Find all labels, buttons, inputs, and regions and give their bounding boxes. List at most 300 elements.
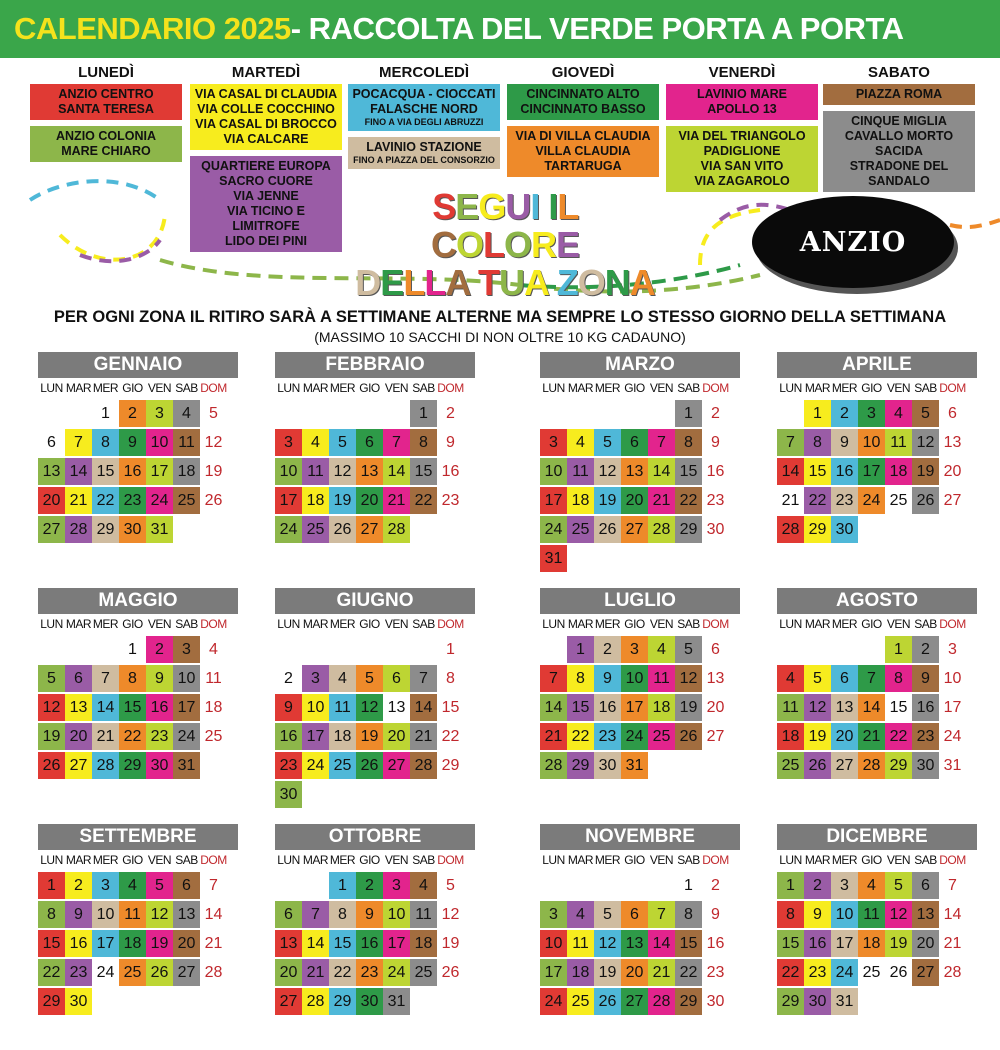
day-cell: 30 bbox=[356, 988, 383, 1015]
day-cell: 28 bbox=[65, 516, 92, 543]
zone-area-name: QUARTIERE EUROPA bbox=[201, 159, 331, 173]
weekday-label: MAR bbox=[302, 617, 329, 631]
day-cell: 20 bbox=[621, 487, 648, 514]
day-cell: 11 bbox=[858, 901, 885, 928]
day-cell: 3 bbox=[858, 400, 885, 427]
day-cell: 12 bbox=[804, 694, 831, 721]
day-cell: 26 bbox=[885, 959, 912, 986]
weekday-header bbox=[275, 614, 475, 634]
day-cell: 9 bbox=[912, 665, 939, 692]
month-title: GIUGNO bbox=[275, 588, 475, 614]
day-cell: 7 bbox=[92, 665, 119, 692]
day-cell: 30 bbox=[146, 752, 173, 779]
day-cell: 8 bbox=[885, 665, 912, 692]
day-cell: 2 bbox=[702, 872, 729, 899]
day-cell: 29 bbox=[675, 516, 702, 543]
slogan-line-2: DELLA TUA ZONA bbox=[355, 262, 655, 303]
weekday-label: MAR bbox=[567, 617, 594, 631]
day-cell: 7 bbox=[648, 429, 675, 456]
day-cell: 18 bbox=[329, 723, 356, 750]
day-cell: 4 bbox=[302, 429, 329, 456]
day-cell: 31 bbox=[383, 988, 410, 1015]
day-cell: 10 bbox=[173, 665, 200, 692]
day-cell: 3 bbox=[146, 400, 173, 427]
weekday-label: SAB bbox=[677, 381, 700, 395]
day-cell: 5 bbox=[356, 665, 383, 692]
zone-area-name: MARE CHIARO bbox=[61, 144, 151, 158]
day-cell: 27 bbox=[831, 752, 858, 779]
weekday-label: VEN bbox=[649, 853, 674, 867]
zone-area-name: VILLA CLAUDIA bbox=[535, 144, 631, 158]
day-cell: 13 bbox=[275, 930, 302, 957]
zone-area-name: VIA DEL TRIANGOLO bbox=[678, 129, 806, 143]
day-cell: 26 bbox=[146, 959, 173, 986]
day-cell: 6 bbox=[275, 901, 302, 928]
day-cell: 24 bbox=[939, 723, 966, 750]
day-grid bbox=[540, 398, 740, 572]
day-cell: 12 bbox=[675, 665, 702, 692]
zone-area-name: CINCINNATO ALTO bbox=[526, 87, 640, 101]
day-cell: 17 bbox=[831, 930, 858, 957]
day-cell: 1 bbox=[437, 636, 464, 663]
day-grid bbox=[540, 634, 740, 808]
day-cell: 4 bbox=[858, 872, 885, 899]
day-cell: 29 bbox=[675, 988, 702, 1015]
day-cell: 26 bbox=[912, 487, 939, 514]
day-cell: 10 bbox=[621, 665, 648, 692]
day-cell: 24 bbox=[858, 487, 885, 514]
weekday-label: GIO bbox=[624, 381, 645, 395]
day-cell: 9 bbox=[356, 901, 383, 928]
day-cell: 26 bbox=[329, 516, 356, 543]
day-cell: 15 bbox=[119, 694, 146, 721]
day-cell: 22 bbox=[885, 723, 912, 750]
notice-subline: (MASSIMO 10 SACCHI DI NON OLTRE 10 KG CADAUNO) bbox=[314, 329, 686, 345]
weekday-label: DOM bbox=[939, 853, 966, 867]
day-cell: 20 bbox=[702, 694, 729, 721]
day-cell: 13 bbox=[621, 930, 648, 957]
zone-column bbox=[190, 64, 342, 258]
weekday-label: GIO bbox=[122, 381, 143, 395]
day-cell: 29 bbox=[119, 752, 146, 779]
day-cell: 31 bbox=[146, 516, 173, 543]
day-cell: 17 bbox=[621, 694, 648, 721]
weekday-header bbox=[275, 378, 475, 398]
day-cell: 31 bbox=[621, 752, 648, 779]
weekday-label: GIO bbox=[861, 381, 882, 395]
day-cell: 2 bbox=[275, 665, 302, 692]
day-cell: 7 bbox=[777, 429, 804, 456]
zone-box bbox=[507, 84, 659, 120]
day-cell: 22 bbox=[675, 959, 702, 986]
day-cell: 17 bbox=[858, 458, 885, 485]
weekday-header bbox=[777, 378, 977, 398]
day-cell: 30 bbox=[275, 781, 302, 808]
weekday-label: LUN bbox=[779, 381, 802, 395]
zone-box bbox=[190, 84, 342, 150]
day-cell: 22 bbox=[804, 487, 831, 514]
weekday-label: MER bbox=[831, 381, 858, 395]
slogan-line-1: SEGUI IL COLORE bbox=[430, 186, 580, 265]
day-cell: 11 bbox=[329, 694, 356, 721]
day-cell: 10 bbox=[302, 694, 329, 721]
day-cell: 10 bbox=[831, 901, 858, 928]
weekday-label: GIO bbox=[624, 853, 645, 867]
month-title: DICEMBRE bbox=[777, 824, 977, 850]
day-cell: 15 bbox=[410, 458, 437, 485]
month-dicembre bbox=[777, 824, 977, 1044]
day-cell: 14 bbox=[648, 930, 675, 957]
day-cell: 11 bbox=[410, 901, 437, 928]
day-cell: 1 bbox=[777, 872, 804, 899]
day-cell: 29 bbox=[38, 988, 65, 1015]
day-cell: 5 bbox=[146, 872, 173, 899]
day-cell: 23 bbox=[594, 723, 621, 750]
day-cell: 14 bbox=[858, 694, 885, 721]
month-marzo bbox=[540, 352, 740, 572]
day-cell: 1 bbox=[804, 400, 831, 427]
day-cell: 22 bbox=[675, 487, 702, 514]
day-cell: 7 bbox=[858, 665, 885, 692]
day-cell: 16 bbox=[437, 458, 464, 485]
weekday-header bbox=[540, 850, 740, 870]
day-cell: 7 bbox=[648, 901, 675, 928]
zone-area-name: VIA COLLE COCCHINO bbox=[197, 102, 335, 116]
day-cell: 6 bbox=[383, 665, 410, 692]
day-cell: 1 bbox=[329, 872, 356, 899]
day-cell: 13 bbox=[356, 458, 383, 485]
day-cell: 5 bbox=[804, 665, 831, 692]
day-cell: 1 bbox=[119, 636, 146, 663]
day-cell: 23 bbox=[65, 959, 92, 986]
day-cell: 25 bbox=[173, 487, 200, 514]
day-cell: 13 bbox=[383, 694, 410, 721]
day-cell: 7 bbox=[302, 901, 329, 928]
day-cell: 9 bbox=[804, 901, 831, 928]
zone-area-name: FALASCHE NORD bbox=[370, 102, 478, 116]
weekday-label: SAB bbox=[412, 853, 435, 867]
day-cell: 22 bbox=[329, 959, 356, 986]
title-banner bbox=[0, 0, 1000, 58]
weekday-header bbox=[777, 614, 977, 634]
day-cell: 14 bbox=[410, 694, 437, 721]
day-cell: 9 bbox=[702, 901, 729, 928]
zone-column bbox=[507, 64, 659, 183]
day-cell: 23 bbox=[831, 487, 858, 514]
day-cell: 30 bbox=[119, 516, 146, 543]
day-cell: 28 bbox=[540, 752, 567, 779]
day-cell: 8 bbox=[567, 665, 594, 692]
weekday-label: GIO bbox=[359, 381, 380, 395]
day-cell: 12 bbox=[594, 930, 621, 957]
weekday-header bbox=[38, 850, 238, 870]
day-cell: 23 bbox=[356, 959, 383, 986]
day-cell: 18 bbox=[777, 723, 804, 750]
day-cell: 1 bbox=[675, 400, 702, 427]
day-cell: 12 bbox=[594, 458, 621, 485]
day-cell: 12 bbox=[200, 429, 227, 456]
day-cell: 23 bbox=[275, 752, 302, 779]
day-cell: 18 bbox=[119, 930, 146, 957]
day-cell: 15 bbox=[92, 458, 119, 485]
weekday-label: SAB bbox=[914, 617, 937, 631]
day-cell: 4 bbox=[885, 400, 912, 427]
day-cell: 1 bbox=[567, 636, 594, 663]
zone-area-name: TARTARUGA bbox=[544, 159, 622, 173]
day-cell: 21 bbox=[648, 487, 675, 514]
day-cell: 21 bbox=[648, 959, 675, 986]
day-cell: 11 bbox=[777, 694, 804, 721]
day-cell: 26 bbox=[804, 752, 831, 779]
day-cell: 21 bbox=[858, 723, 885, 750]
weekday-label: VEN bbox=[147, 617, 172, 631]
day-cell: 21 bbox=[540, 723, 567, 750]
day-cell: 7 bbox=[410, 665, 437, 692]
day-cell: 5 bbox=[594, 901, 621, 928]
day-cell: 22 bbox=[38, 959, 65, 986]
day-cell: 14 bbox=[92, 694, 119, 721]
day-cell: 27 bbox=[173, 959, 200, 986]
weekday-label: SAB bbox=[677, 853, 700, 867]
month-title: GENNAIO bbox=[38, 352, 238, 378]
zone-area-name: VIA SAN VITO bbox=[700, 159, 784, 173]
day-cell: 11 bbox=[200, 665, 227, 692]
day-cell: 28 bbox=[858, 752, 885, 779]
day-cell: 19 bbox=[146, 930, 173, 957]
day-cell: 22 bbox=[437, 723, 464, 750]
day-cell: 8 bbox=[804, 429, 831, 456]
day-cell: 26 bbox=[38, 752, 65, 779]
day-cell: 14 bbox=[383, 458, 410, 485]
day-cell: 23 bbox=[912, 723, 939, 750]
day-cell: 25 bbox=[648, 723, 675, 750]
zone-area-note: FINO A VIA DEGLI ABRUZZI bbox=[364, 117, 484, 127]
weekday-label: MER bbox=[594, 617, 621, 631]
month-title: LUGLIO bbox=[540, 588, 740, 614]
day-cell: 15 bbox=[885, 694, 912, 721]
day-cell: 16 bbox=[275, 723, 302, 750]
weekday-label: LUN bbox=[40, 853, 63, 867]
day-cell: 22 bbox=[777, 959, 804, 986]
day-cell: 2 bbox=[594, 636, 621, 663]
zone-area-name: VIA TICINO E LIMITROFE bbox=[226, 204, 305, 233]
day-cell: 16 bbox=[831, 458, 858, 485]
weekday-label: VEN bbox=[384, 381, 409, 395]
day-cell: 9 bbox=[275, 694, 302, 721]
day-cell: 12 bbox=[356, 694, 383, 721]
day-cell: 11 bbox=[648, 665, 675, 692]
day-cell: 12 bbox=[146, 901, 173, 928]
day-cell: 26 bbox=[200, 487, 227, 514]
month-febbraio bbox=[275, 352, 475, 572]
weekday-label: DOM bbox=[702, 853, 729, 867]
day-cell: 13 bbox=[621, 458, 648, 485]
day-cell: 13 bbox=[38, 458, 65, 485]
weekday-label: DOM bbox=[437, 381, 464, 395]
day-cell: 10 bbox=[540, 458, 567, 485]
day-cell: 15 bbox=[777, 930, 804, 957]
day-cell: 29 bbox=[437, 752, 464, 779]
day-cell: 9 bbox=[594, 665, 621, 692]
weekday-label: VEN bbox=[886, 381, 911, 395]
month-settembre bbox=[38, 824, 238, 1044]
weekday-label: LUN bbox=[277, 617, 300, 631]
day-cell: 4 bbox=[410, 872, 437, 899]
day-grid bbox=[275, 398, 475, 572]
day-grid bbox=[777, 634, 977, 808]
day-cell: 24 bbox=[173, 723, 200, 750]
weekday-label: GIO bbox=[624, 617, 645, 631]
day-cell: 25 bbox=[200, 723, 227, 750]
weekday-label: GIO bbox=[861, 853, 882, 867]
day-cell: 13 bbox=[65, 694, 92, 721]
day-cell: 4 bbox=[567, 901, 594, 928]
day-cell: 5 bbox=[912, 400, 939, 427]
day-cell: 10 bbox=[858, 429, 885, 456]
zone-area-name: PADIGLIONE bbox=[703, 144, 781, 158]
weekday-label: LUN bbox=[779, 853, 802, 867]
day-cell: 22 bbox=[567, 723, 594, 750]
weekday-label: SAB bbox=[914, 853, 937, 867]
zone-box bbox=[666, 84, 818, 120]
month-title: MARZO bbox=[540, 352, 740, 378]
day-cell: 17 bbox=[939, 694, 966, 721]
day-cell: 6 bbox=[939, 400, 966, 427]
day-cell: 4 bbox=[329, 665, 356, 692]
day-cell: 25 bbox=[329, 752, 356, 779]
day-cell: 15 bbox=[804, 458, 831, 485]
day-cell: 18 bbox=[410, 930, 437, 957]
day-cell: 25 bbox=[777, 752, 804, 779]
zone-box bbox=[348, 137, 500, 169]
month-title: FEBBRAIO bbox=[275, 352, 475, 378]
month-title: APRILE bbox=[777, 352, 977, 378]
day-cell: 2 bbox=[912, 636, 939, 663]
day-cell: 30 bbox=[65, 988, 92, 1015]
day-cell: 27 bbox=[621, 988, 648, 1015]
day-cell: 28 bbox=[410, 752, 437, 779]
day-cell: 6 bbox=[621, 429, 648, 456]
day-cell: 11 bbox=[885, 429, 912, 456]
day-cell: 8 bbox=[675, 901, 702, 928]
weekday-label: SAB bbox=[175, 853, 198, 867]
zone-box bbox=[507, 126, 659, 177]
day-cell: 18 bbox=[567, 487, 594, 514]
weekday-label: MAR bbox=[804, 853, 831, 867]
day-cell: 9 bbox=[146, 665, 173, 692]
day-cell: 11 bbox=[119, 901, 146, 928]
day-cell: 6 bbox=[702, 636, 729, 663]
day-cell: 12 bbox=[38, 694, 65, 721]
day-cell: 6 bbox=[356, 429, 383, 456]
day-cell: 25 bbox=[410, 959, 437, 986]
day-cell: 19 bbox=[329, 487, 356, 514]
zone-day-label: LUNEDÌ bbox=[78, 64, 134, 81]
day-cell: 1 bbox=[38, 872, 65, 899]
day-cell: 29 bbox=[567, 752, 594, 779]
day-cell: 31 bbox=[540, 545, 567, 572]
day-cell: 3 bbox=[939, 636, 966, 663]
title-year: CALENDARIO 2025 bbox=[14, 11, 291, 46]
month-title: MAGGIO bbox=[38, 588, 238, 614]
day-cell: 4 bbox=[173, 400, 200, 427]
day-cell: 28 bbox=[939, 959, 966, 986]
weekday-label: MAR bbox=[567, 853, 594, 867]
day-cell: 7 bbox=[939, 872, 966, 899]
day-cell: 28 bbox=[92, 752, 119, 779]
day-cell: 19 bbox=[675, 694, 702, 721]
weekday-label: GIO bbox=[861, 617, 882, 631]
weekday-label: VEN bbox=[886, 853, 911, 867]
day-cell: 16 bbox=[912, 694, 939, 721]
weekday-label: GIO bbox=[359, 853, 380, 867]
day-grid bbox=[38, 398, 238, 572]
day-cell: 31 bbox=[939, 752, 966, 779]
day-cell: 5 bbox=[38, 665, 65, 692]
day-cell: 21 bbox=[302, 959, 329, 986]
day-cell: 14 bbox=[648, 458, 675, 485]
month-giugno bbox=[275, 588, 475, 808]
weekday-label: GIO bbox=[122, 617, 143, 631]
weekday-label: LUN bbox=[40, 617, 63, 631]
day-cell: 15 bbox=[675, 930, 702, 957]
day-cell: 25 bbox=[302, 516, 329, 543]
day-cell: 5 bbox=[594, 429, 621, 456]
day-cell: 30 bbox=[831, 516, 858, 543]
day-cell: 19 bbox=[804, 723, 831, 750]
month-aprile bbox=[777, 352, 977, 572]
notice-headline: PER OGNI ZONA IL RITIRO SARÀ A SETTIMANE ALTERNE MA SEMPRE LO STESSO GIORNO DELLA SETTIMANA bbox=[53, 308, 947, 326]
day-cell: 10 bbox=[939, 665, 966, 692]
day-cell: 30 bbox=[594, 752, 621, 779]
day-cell: 8 bbox=[329, 901, 356, 928]
day-grid bbox=[275, 634, 475, 808]
month-title: SETTEMBRE bbox=[38, 824, 238, 850]
day-cell: 25 bbox=[567, 988, 594, 1015]
day-cell: 19 bbox=[356, 723, 383, 750]
day-cell: 29 bbox=[804, 516, 831, 543]
day-cell: 17 bbox=[173, 694, 200, 721]
day-cell: 19 bbox=[885, 930, 912, 957]
day-cell: 8 bbox=[92, 429, 119, 456]
weekday-label: VEN bbox=[147, 381, 172, 395]
day-cell: 23 bbox=[146, 723, 173, 750]
day-cell: 3 bbox=[831, 872, 858, 899]
day-cell: 26 bbox=[675, 723, 702, 750]
day-cell: 24 bbox=[275, 516, 302, 543]
day-cell: 19 bbox=[594, 487, 621, 514]
day-cell: 13 bbox=[912, 901, 939, 928]
day-cell: 7 bbox=[200, 872, 227, 899]
zone-area-note: FINO A PIAZZA DEL CONSORZIO bbox=[353, 155, 495, 165]
day-cell: 31 bbox=[831, 988, 858, 1015]
month-maggio bbox=[38, 588, 238, 808]
day-cell: 2 bbox=[119, 400, 146, 427]
day-cell: 29 bbox=[329, 988, 356, 1015]
weekday-label: MAR bbox=[302, 381, 329, 395]
day-cell: 15 bbox=[567, 694, 594, 721]
day-cell: 18 bbox=[858, 930, 885, 957]
weekday-header bbox=[38, 378, 238, 398]
day-cell: 25 bbox=[885, 487, 912, 514]
day-cell: 1 bbox=[675, 872, 702, 899]
day-cell: 15 bbox=[675, 458, 702, 485]
day-cell: 6 bbox=[38, 429, 65, 456]
weekday-label: MER bbox=[329, 381, 356, 395]
day-cell: 5 bbox=[200, 400, 227, 427]
zone-area-name: POCACQUA - CIOCCATI bbox=[352, 87, 496, 101]
day-cell: 3 bbox=[302, 665, 329, 692]
